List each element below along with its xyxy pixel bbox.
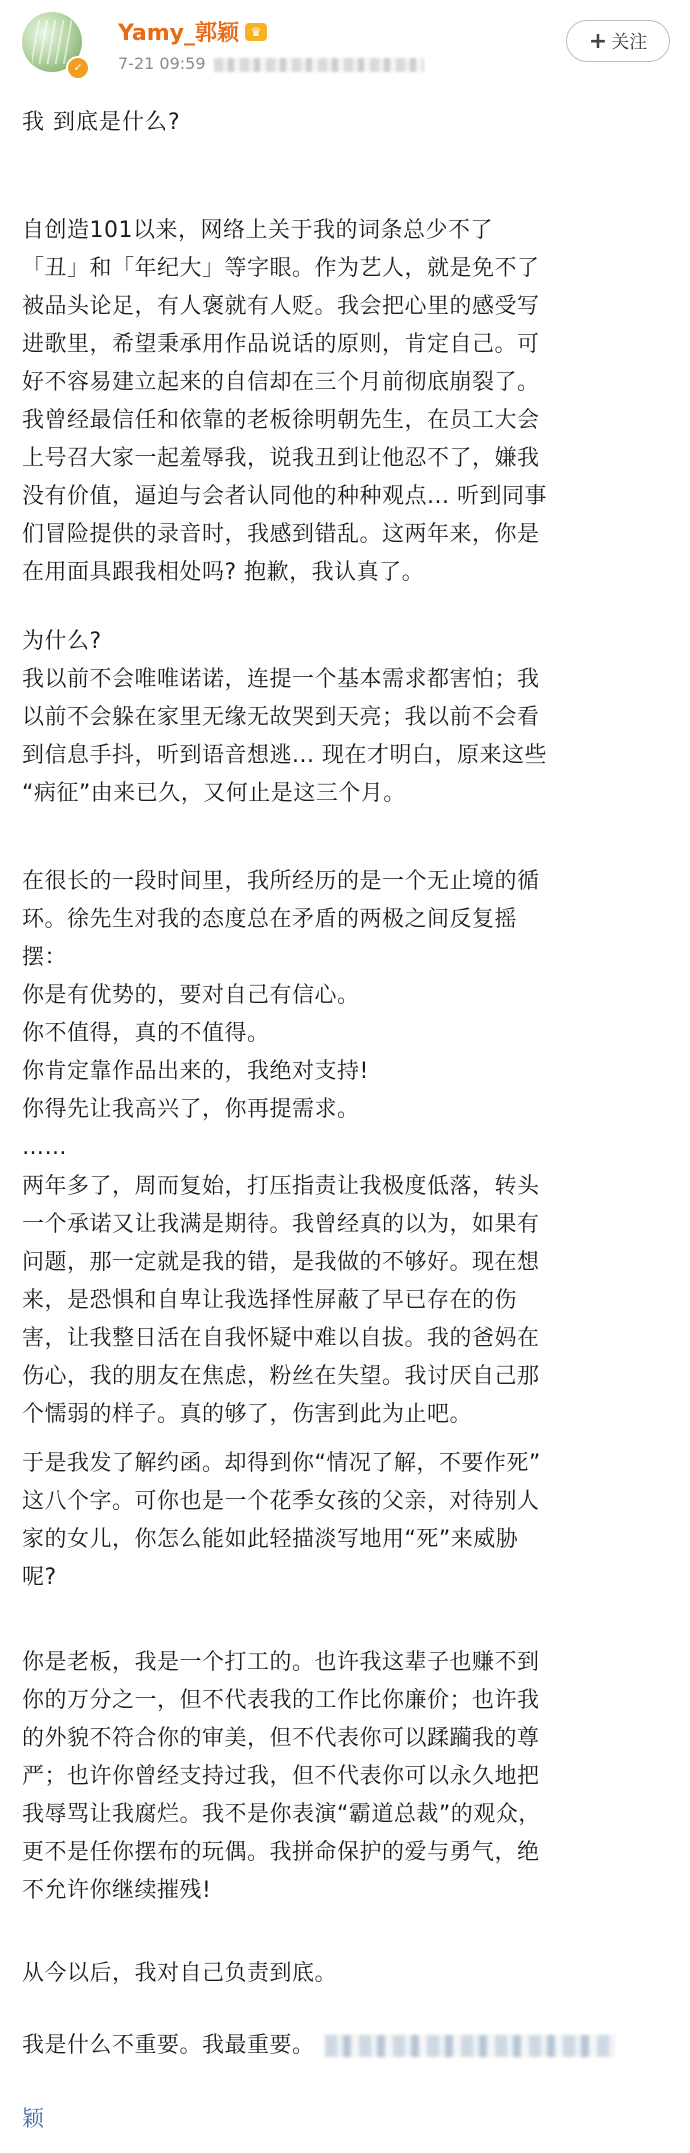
user-name[interactable]: Yamy_郭颖 [118,21,240,46]
post-meta [118,54,424,73]
post-last-line-text: 我是什么不重要。我最重要。 [22,2033,315,2058]
crown-icon: ♛ [245,23,267,41]
blurred-meta [214,58,424,72]
post-paragraph: 从今以后，我对自己负责到底。 [22,1961,338,1986]
post-title: 我 到底是什么? [22,110,181,135]
post-header [0,0,690,90]
user-name-row [118,16,267,47]
verified-badge-icon: ✓ [66,56,90,80]
post-last-line [22,2027,668,2065]
plus-icon: + [588,28,608,54]
post-time: 7-21 09:59 [118,54,206,73]
blurred-link[interactable] [325,2035,615,2057]
post-paragraph: 为什么? 我以前不会唯唯诺诺，连提一个基本需求都害怕；我 以前不会躲在家里无缘无故哭到天亮；我以前不会看 到信息手抖，听到语音想逃... 现在才明白，原来这些 “病征”由来已久，又何止是这三个月。 [22,629,547,806]
trailing-link[interactable]: 颖 [22,2107,45,2132]
post-paragraph: 自创造101以来，网络上关于我的词条总少不了 「丑」和「年纪大」等字眼。作为艺人，就是免不了 被品头论足，有人褒就有人贬。我会把心里的感受写 进歌里，希望秉承用作品说话的原则，肯定自己。可 好不容易建立起来的自信却在三个月前彻底崩裂了。 我曾经最信任和依靠的老板徐明朝先生，在员工大会 上号召大家一起羞辱我，说我丑到让他忍不了，嫌我 没有价值，逼迫与会者认同他的种种观点... 听到同事 们冒险提供的录音时，我感到错乱。这两年来，你是 在用面具跟我相处吗? 抱歉，我认真了。 [22,218,547,585]
post-paragraph: 于是我发了解约函。却得到你“情况了解，不要作死” 这八个字。可你也是一个花季女孩的父亲，对待别人 家的女儿，你怎么能如此轻描淡写地用“死”来威胁 呢? [22,1451,541,1590]
post-paragraph: 两年多了，周而复始，打压指责让我极度低落，转头 一个承诺又让我满是期待。我曾经真的以为，如果有 问题，那一定就是我的错，是我做的不够好。现在想 来，是恐惧和自卑让我选择性屏蔽了早已存在的伤 害，让我整日活在自我怀疑中难以自拔。我的爸妈在 伤心，我的朋友在焦虑，粉丝在失望。我讨厌自己那 个懦弱的样子。真的够了，伤害到此为止吧。 [22,1174,540,1427]
post-paragraph: 在很长的一段时间里，我所经历的是一个无止境的循 环。徐先生对我的态度总在矛盾的两极之间反复摇 摆： 你是有优势的，要对自己有信心。 你不值得，真的不值得。 你肯定靠作品出来的，我绝对支持! 你得先让我高兴了，你再提需求。 …… [22,869,540,1160]
post-paragraph: 你是老板，我是一个打工的。也许我这辈子也赚不到 你的万分之一，但不代表我的工作比你廉价；也许我 的外貌不符合你的审美，但不代表你可以蹂躏我的尊 严；也许你曾经支持过我，但不代表你可以永久地把 我辱骂让我腐烂。我不是你表演“霸道总裁”的观众， 更不是任你摆布的玩偶。我拼命保护的爱与勇气，绝 不允许你继续摧残! [22,1650,541,1903]
follow-label: 关注 [611,32,648,53]
follow-button[interactable] [566,20,670,62]
